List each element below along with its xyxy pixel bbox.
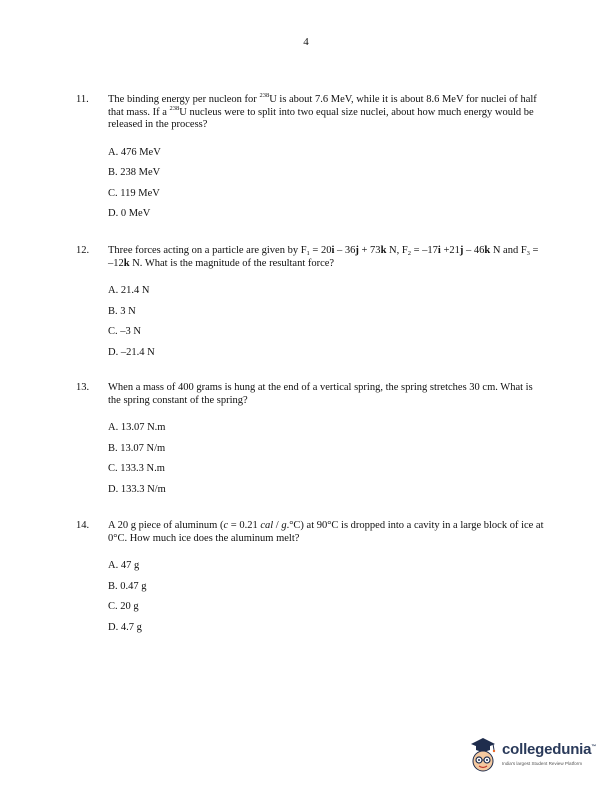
- option-c[interactable]: C. 133.3 N.m: [108, 463, 165, 475]
- option-a[interactable]: A. 21.4 N: [108, 285, 150, 297]
- logo-wordmark: collegedunia™: [502, 741, 597, 758]
- answer-options: [108, 560, 546, 642]
- option-d[interactable]: D. –21.4 N: [108, 346, 155, 358]
- question-number: 11.: [76, 94, 89, 105]
- question-text: When a mass of 400 grams is hung at the end of a vertical spring, the spring stretches 30 cm. What is the spring constant of the spring?: [108, 382, 533, 406]
- option-d[interactable]: D. 0 MeV: [108, 208, 151, 220]
- option-b[interactable]: B. 3 N: [108, 305, 136, 317]
- question-12: [76, 245, 546, 367]
- collegedunia-logo: [466, 735, 602, 779]
- question-13: [76, 382, 546, 504]
- mascot-icon: [466, 735, 500, 775]
- option-d[interactable]: D. 133.3 N/m: [108, 483, 166, 495]
- option-a[interactable]: A. 47 g: [108, 560, 140, 572]
- answer-options: [108, 422, 546, 504]
- question-11: [76, 94, 546, 229]
- question-number: 12.: [76, 245, 90, 256]
- question-text: A 20 g piece of aluminum (c = 0.21 cal / g.°C) at 90°C is dropped into a cavity in a large block of ice at 0°C. How much ice does the aluminum melt?: [108, 520, 544, 544]
- option-c[interactable]: C. –3 N: [108, 326, 141, 338]
- option-d[interactable]: D. 4.7 g: [108, 621, 142, 633]
- question-text: Three forces acting on a particle are given by $F_1 = 20i - 36j + 73k$ N, $F_2 = -17i +21j - 46k$ N and $F_3 = -12k$ N. What is the magnitude of the resultant force?: [108, 245, 539, 269]
- answer-options: [108, 285, 546, 367]
- option-c[interactable]: C. 20 g: [108, 601, 139, 613]
- page-number: 4: [303, 36, 309, 48]
- option-a[interactable]: A. 13.07 N.m: [108, 422, 166, 434]
- question-text: The binding energy per nucleon for $^{238}$U is about 7.6 MeV, while it is about 8.6 MeV for nuclei of half that mass. If a $^{238}$U nucleus were to split into two equal size nuclei, about how much energy would be released in the process?: [108, 92, 537, 131]
- question-number: 14.: [76, 520, 90, 531]
- option-c[interactable]: C. 119 MeV: [108, 187, 160, 199]
- option-b[interactable]: B. 13.07 N/m: [108, 442, 166, 454]
- option-a[interactable]: A. 476 MeV: [108, 146, 161, 158]
- question-number: 13.: [76, 382, 90, 393]
- answer-options: [108, 147, 546, 229]
- option-b[interactable]: B. 238 MeV: [108, 167, 161, 179]
- logo-tagline: India's largest Student Review Platform: [502, 761, 583, 766]
- option-b[interactable]: B. 0.47 g: [108, 580, 147, 592]
- question-14: [76, 520, 546, 642]
